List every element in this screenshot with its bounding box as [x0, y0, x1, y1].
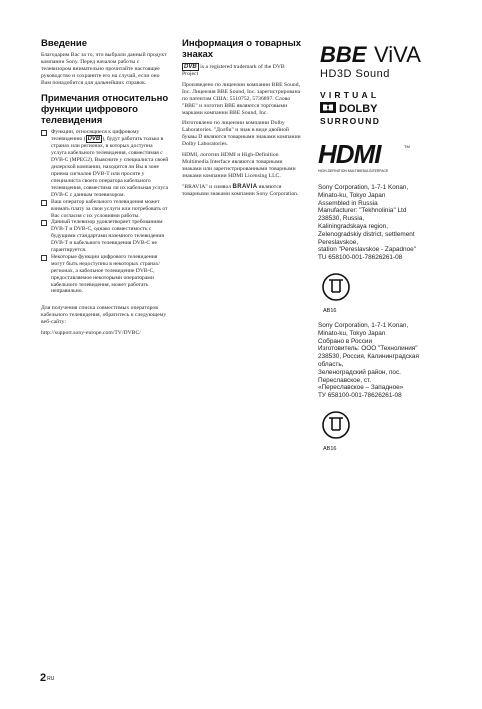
- operators-list-text: Для получения списка совместимых операторов кабельного телевидения, обратитесь к следующему веб-сайту:: [41, 305, 167, 326]
- column-middle: [182, 38, 302, 202]
- list-item: [41, 129, 169, 199]
- list-item: [41, 254, 169, 295]
- certification-mark-2: [318, 406, 446, 456]
- digital-notes-list: [41, 129, 169, 296]
- item-text: Ваш оператор кабельного телевидения может взимать плату за свои услуги или потребовать от Вас согласия с их условиями работы.: [51, 198, 168, 219]
- certification-mark-1: [318, 268, 446, 318]
- bbe-viva-logo: [318, 40, 446, 84]
- hd3d-text: HD3D Sound: [320, 68, 390, 80]
- item-text: Данный телевизор удовлетворяет требованиям DVB-T и DVB-C, однако совместимость с будущими стандартами наземного телевидения DVB-T и кабельного телевидения DVB-C не гарантируется.: [51, 219, 164, 254]
- hdmi-text: HDMI: [318, 139, 381, 169]
- digital-title: Примечания относительно функции цифрового телевидения: [41, 92, 169, 126]
- dolby-trademark: Изготовлено по лицензии компании Dolby Laboratories. "Долби" и знак в виде двойной буквы D являются товарными знаками компании Dolby Laboratories.: [182, 120, 301, 148]
- address-english: Sony Corporation, 1-7-1 Konan, Minato-ku, Tokyo Japan Assembled in Russia Manufacturer: "Tekhnolinia" Ltd 238530, Russia, Kaliningradskaya region, Zelenogradskiy district, settlement Pereslavskoe, station "Pereslavskoe - Zapadnoe" TU 658100-001-78626261-08: [318, 184, 416, 262]
- dvb-trademark: DVB is a registered trademark of the DVB Project: [182, 64, 285, 77]
- dolby-text: DOLBY: [339, 103, 378, 115]
- viva-text: ViVA: [374, 42, 421, 67]
- item-text-post: ), будут работать только в странах или регионах, в которых доступна услуга кабельного телевидения, совместимая с DVB-C (MPEG2). Выясните у специалиста своей дилерской компании, находится ли Вы в зоне приема сигналов DVB-T или просите у специалиста своего оператора кабельного телевидения, совместима ли их кабельная услуга DVB-C с данным телевизором.: [51, 136, 169, 198]
- intro-title: Введение: [41, 38, 88, 49]
- bravia-trademark: "BRAVIA" и символ BRAVIA являются товарными знаками компании Sony Corporation.: [182, 183, 299, 197]
- hdmi-logo: [318, 138, 446, 176]
- cert-label: AB16: [323, 307, 337, 314]
- hdmi-sub-text: HIGH-DEFINITION MULTIMEDIA INTERFACE: [318, 169, 389, 173]
- hdmi-trademark: HDMI, логотип HDMI и High-Definition Multimedia Interface являются товарными знаками или зарегистрированными товарными знаками компании HDMI Licensing LLC.: [182, 152, 296, 179]
- trademarks-title: Информация о товарных знаках: [182, 38, 301, 60]
- checkbox-icon: [41, 220, 47, 226]
- bbe-viva-icon: [318, 40, 448, 84]
- certification-icon: [318, 406, 358, 456]
- cert-label: AB16: [323, 445, 337, 452]
- support-url[interactable]: http://support.sony-europe.com/TV/DVBC/: [41, 330, 141, 337]
- column-right: [318, 40, 446, 456]
- page-lang: RU: [47, 676, 55, 682]
- dvb-logo-icon: DVB: [184, 64, 197, 70]
- intro-text: Благодарим Вас за то, что выбрали данный продукт компании Sony. Перед началом работы с телевизором внимательно прочитайте настоящее руководство и сохраните его на случай, если оно Вам понадобится для дальнейших справок.: [41, 52, 167, 86]
- bbe-trademark: Произведено по лицензии компании BBE Sound, Inc. Лицензия BBE Sound, Inc. зарегистрирована по патентам США: 5510752, 5736897. Слово "BBE" и логотип BBE являются торговыми марками компании BBE Sound, Inc.: [182, 81, 301, 116]
- list-item: [41, 199, 169, 220]
- checkbox-icon: [41, 255, 47, 261]
- hdmi-icon: [318, 138, 418, 176]
- page-number: 2RU: [40, 672, 55, 684]
- tm-text: TM: [404, 144, 410, 149]
- column-left: [41, 38, 169, 341]
- item-text-pre: Функции, относящиеся к цифровому телевидению (: [51, 128, 140, 143]
- certification-icon: [318, 268, 358, 318]
- address-russian: Sony Corporation, 1-7-1 Konan, Minato-ku, Tokyo Japan Собрано в России Изготовитель: ООО "Технолиния" 238530, Россия, Калининградская область, Зеленоградский район, пос. Переславское, ст. «Переславское – Западное» ТУ 658100-001-78626261-08: [318, 321, 419, 400]
- virtual-dolby-logo: [318, 88, 446, 132]
- dolby-icon: [318, 88, 408, 128]
- item-text: Некоторые функции цифрового телевидения могут быть недоступны в некоторых странах/ регионах, а кабельное телевидение DVB-C, предоставляемое некоторыми операторами кабельного телевидения, может работать неправильно.: [51, 253, 160, 295]
- surround-text: SURROUND: [320, 116, 381, 126]
- bbe-text: BBE: [320, 42, 367, 67]
- dvb-logo-icon: DVB: [87, 136, 101, 143]
- list-item: [41, 219, 169, 254]
- virtual-text: VIRTUAL: [320, 90, 380, 100]
- checkbox-icon: [41, 200, 47, 206]
- checkbox-icon: [41, 130, 47, 136]
- bravia-logo: BRAVIA: [232, 183, 258, 190]
